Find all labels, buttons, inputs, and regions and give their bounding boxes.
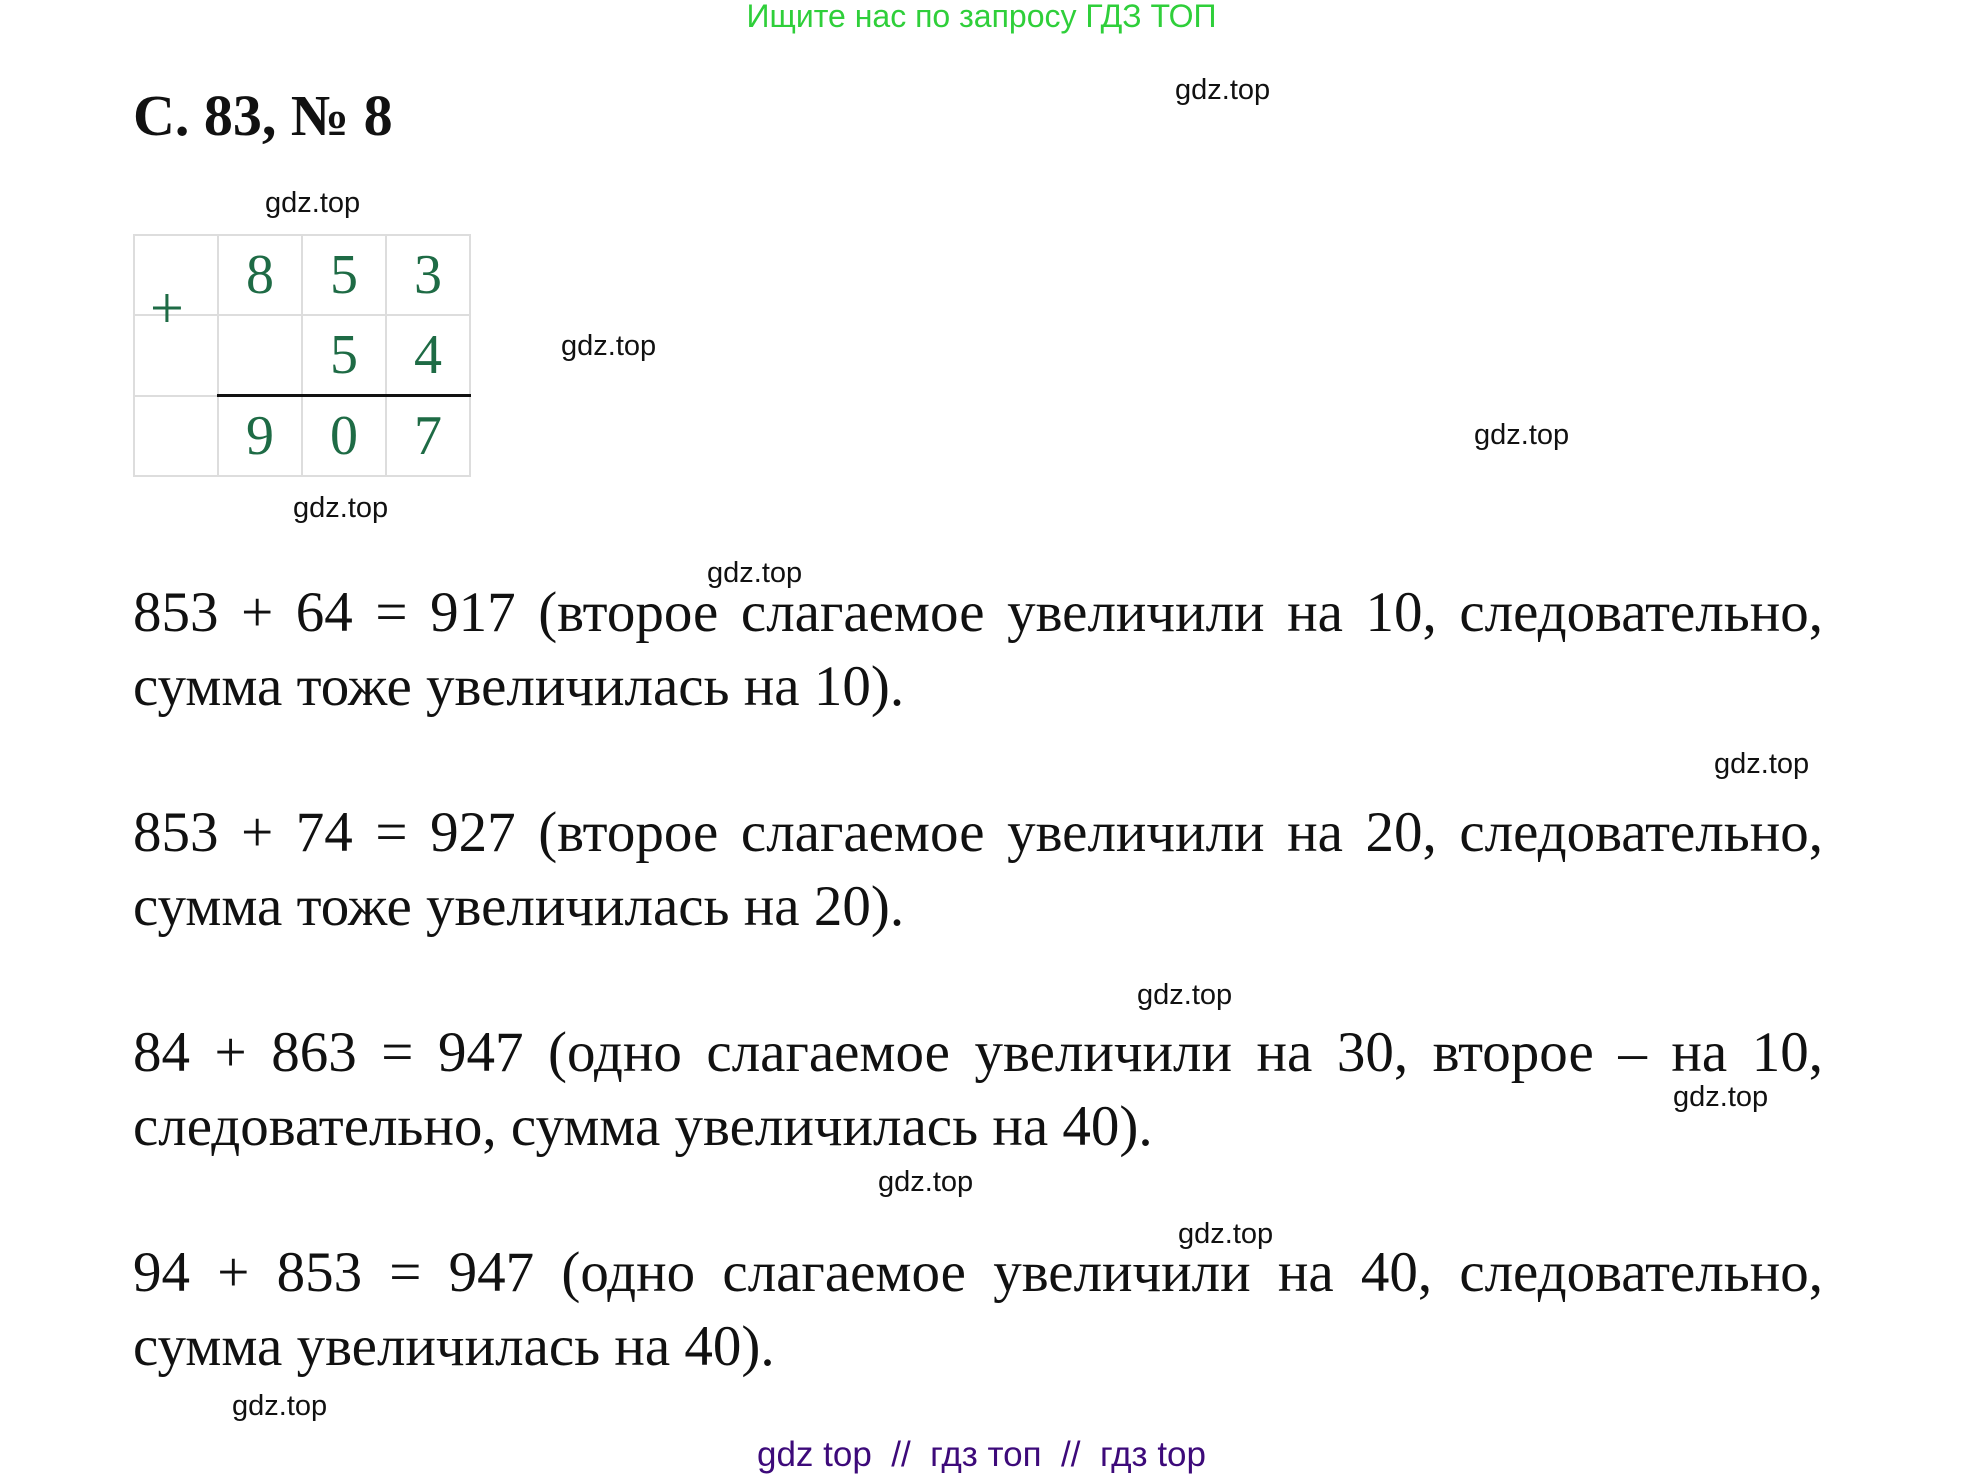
sum-digit-cell: 0 bbox=[302, 396, 386, 477]
sum-digit-cell: 9 bbox=[218, 396, 302, 477]
sum-digit-cell: 7 bbox=[386, 396, 470, 477]
watermark: gdz.top bbox=[1474, 419, 1570, 451]
solution-paragraph-4: 94 + 853 = 947 (одно слагаемое увеличили на 40, следовательно, сумма увеличилась на 40). bbox=[133, 1241, 1823, 1378]
watermark: gdz.top bbox=[1137, 979, 1233, 1011]
watermark: gdz.top bbox=[293, 492, 389, 524]
plus-sign: + bbox=[150, 275, 184, 341]
column-addition-table bbox=[133, 234, 471, 477]
empty-cell bbox=[134, 396, 218, 477]
watermark: gdz.top bbox=[561, 330, 657, 362]
digit-cell: 4 bbox=[386, 315, 470, 396]
watermark: gdz.top bbox=[1175, 74, 1271, 106]
solution-paragraph-2: 853 + 74 = 927 (второе слагаемое увеличили на 20, следовательно, сумма тоже увеличилась на 20). bbox=[133, 801, 1823, 938]
watermark: gdz.top bbox=[265, 187, 361, 219]
watermark: gdz.top bbox=[1178, 1218, 1274, 1250]
watermark: gdz.top bbox=[1673, 1081, 1769, 1113]
digit-cell: 3 bbox=[386, 235, 470, 315]
digit-cell: 5 bbox=[302, 315, 386, 396]
solution-paragraph-1: 853 + 64 = 917 (второе слагаемое увеличили на 10, следовательно, сумма тоже увеличилась на 10). bbox=[133, 581, 1823, 718]
page-title: С. 83, № 8 bbox=[133, 83, 393, 148]
watermark: gdz.top bbox=[1714, 748, 1810, 780]
solution-paragraph-3: 84 + 863 = 947 (одно слагаемое увеличили на 30, второе – на 10, следовательно, сумма увеличилась на 40). bbox=[133, 1021, 1823, 1158]
watermark: gdz.top bbox=[232, 1390, 328, 1422]
digit-cell bbox=[218, 315, 302, 396]
search-banner: Ищите нас по запросу ГДЗ ТОП bbox=[746, 0, 1217, 34]
digit-cell: 8 bbox=[218, 235, 302, 315]
footer-watermark: gdz top // гдз топ // гдз top bbox=[757, 1435, 1206, 1474]
digit-cell: 5 bbox=[302, 235, 386, 315]
watermark: gdz.top bbox=[878, 1166, 974, 1198]
watermark: gdz.top bbox=[707, 557, 803, 589]
